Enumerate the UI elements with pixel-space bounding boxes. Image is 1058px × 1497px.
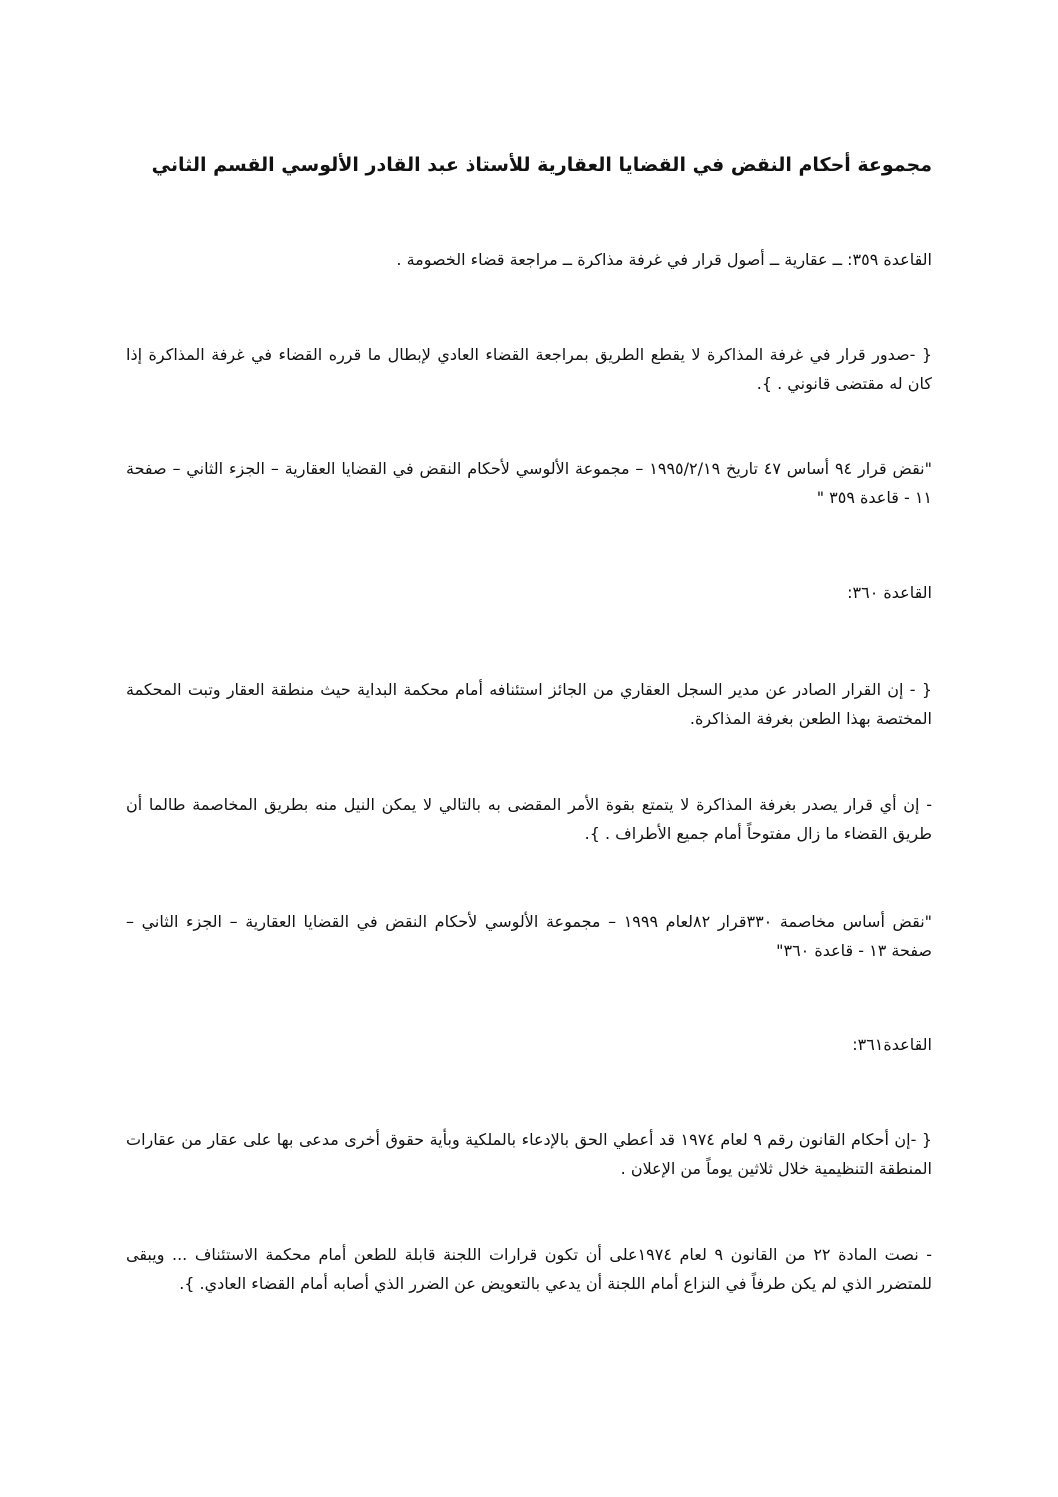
rule-361-text-1: { -إن أحكام القانون رقم ٩ لعام ١٩٧٤ قد أعطي الحق بالإدعاء بالملكية وبأية حقوق أخرى مدعى بها على عقار من عقارات المنطقة التنظيمية خلال ثلاثين يوماً من الإعلان . xyxy=(126,1130,933,1178)
rule-360-heading: القاعدة ٣٦٠: xyxy=(847,583,932,602)
document-title: مجموعة أحكام النقض في القضايا العقارية للأستاذ عبد القادر الألوسي القسم الثاني xyxy=(151,154,932,176)
rule-360-text-2: - إن أي قرار يصدر بغرفة المذاكرة لا يتمتع بقوة الأمر المقضى به بالتالي لا يمكن النيل منه بطريق المخاصمة طالما أن طريق القضاء ما زال مفتوحاً أمام جميع الأطراف . }. xyxy=(126,795,932,843)
rule-359-text: { -صدور قرار في غرفة المذاكرة لا يقطع الطريق بمراجعة القضاء العادي لإبطال ما قرره القضاء في غرفة المذاكرة إذا كان له مقتضى قانوني . }. xyxy=(126,345,932,393)
rule-361-heading: القاعدة٣٦١: xyxy=(852,1035,932,1054)
rule-361-text-2: - نصت المادة ٢٢ من القانون ٩ لعام ١٩٧٤على أن تكون قرارات اللجنة قابلة للطعن أمام محكمة الاستئناف ... ويبقى للمتضرر الذي لم يكن طرفاً في النزاع أمام اللجنة أن يدعي بالتعويض عن الضرر الذي أصابه أمام القضاء العادي. }. xyxy=(126,1245,933,1293)
rule-360-text-1: { - إن القرار الصادر عن مدير السجل العقاري من الجائز استئنافه أمام محكمة البداية حيث منطقة العقار وتبت المحكمة المختصة بهذا الطعن بغرفة المذاكرة. xyxy=(126,680,932,728)
rule-359-heading: القاعدة ٣٥٩: ــ عقارية ــ أصول قرار في غرفة مذاكرة ــ مراجعة قضاء الخصومة . xyxy=(396,250,932,269)
rule-359-citation: "نقض قرار ٩٤ أساس ٤٧ تاريخ ١٩٩٥/٢/١٩ – مجموعة الألوسي لأحكام النقض في القضايا العقارية – الجزء الثاني – صفحة ١١ - قاعدة ٣٥٩ " xyxy=(126,459,932,507)
rule-360-citation: "نقض أساس مخاصمة ٣٣٠قرار ٨٢لعام ١٩٩٩ – مجموعة الألوسي لأحكام النقض في القضايا العقارية – الجزء الثاني – صفحة ١٣ - قاعدة ٣٦٠" xyxy=(126,912,933,960)
